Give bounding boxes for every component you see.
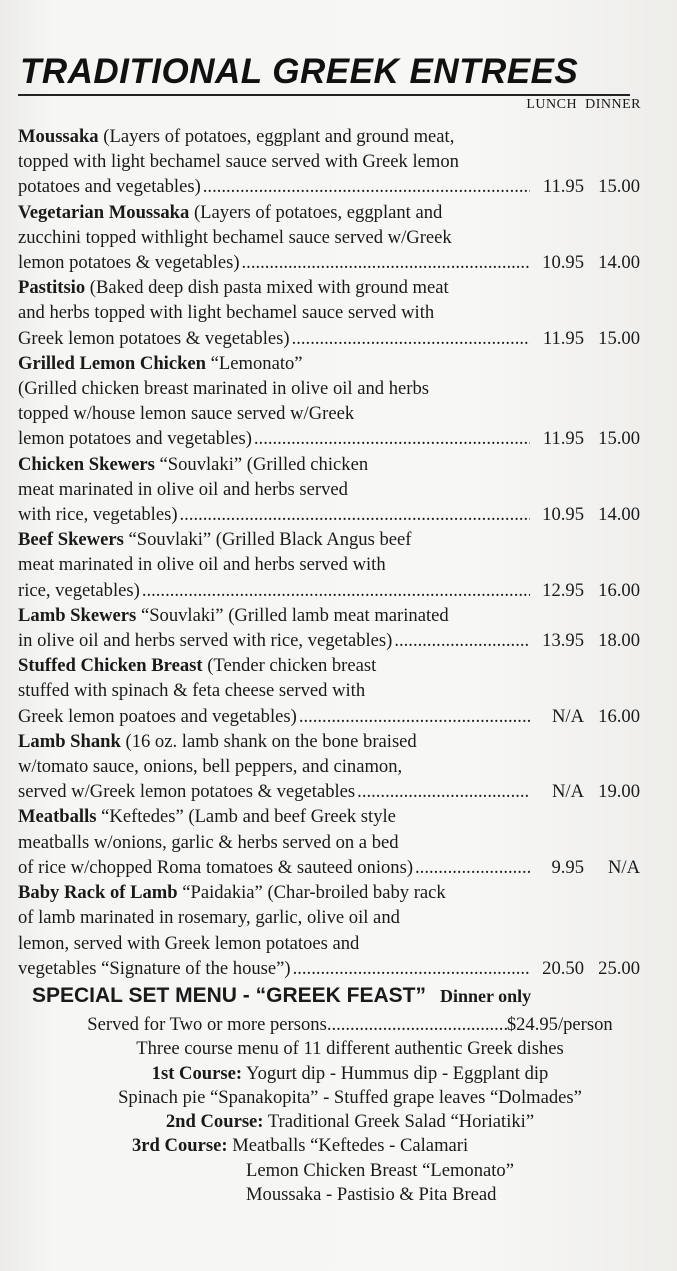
- dinner-price: 19.00: [598, 781, 640, 803]
- item-description: (Grilled chicken breast marinated in olive oil and herbs: [18, 378, 429, 400]
- leader-dots: [415, 855, 530, 880]
- leader-dots: [142, 578, 530, 603]
- lunch-price: 11.95: [542, 176, 584, 198]
- course-items: Spinach pie “Spanakopita” - Stuffed grape leaves “Dolmades”: [118, 1086, 582, 1108]
- menu-item-vegetarian-moussaka: [18, 200, 640, 276]
- special-set-menu: [40, 1013, 660, 1207]
- leader-dots: [242, 250, 530, 275]
- course-items: Meatballs “Keftedes - Calamari: [232, 1135, 469, 1157]
- item-description: and herbs topped with light bechamel sauce served with: [18, 302, 435, 324]
- item-description: (Tender chicken breast: [207, 655, 377, 677]
- item-description: of rice w/chopped Roma tomatoes & sauteed onions): [18, 856, 414, 878]
- menu-item-moussaka: [18, 124, 640, 200]
- lunch-price: 10.95: [542, 504, 584, 526]
- item-description: potatoes and vegetables): [18, 176, 201, 198]
- item-description: lemon potatoes & vegetables): [18, 252, 240, 274]
- dinner-price: 14.00: [598, 252, 640, 274]
- item-description: “Keftedes” (Lamb and beef Greek style: [101, 806, 396, 828]
- leader-dots: [327, 1013, 507, 1037]
- lunch-price: 9.95: [551, 856, 584, 878]
- item-name: Stuffed Chicken Breast: [18, 655, 203, 677]
- item-name: Lamb Skewers: [18, 604, 137, 626]
- menu-item-stuffed-chicken-breast: [18, 653, 640, 729]
- item-description: “Paidakia” (Char-broiled baby rack: [182, 882, 446, 904]
- menu-item-chicken-skewers: [18, 452, 640, 528]
- special-price: $24.95/person: [506, 1014, 613, 1035]
- item-name: Vegetarian Moussaka: [18, 201, 190, 223]
- item-description: “Souvlaki” (Grilled chicken: [159, 453, 369, 475]
- menu-item-beef-skewers: [18, 527, 640, 603]
- item-description: (16 oz. lamb shank on the bone braised: [125, 730, 417, 752]
- leader-dots: [292, 326, 530, 351]
- item-description: in olive oil and herbs served with rice, vegetables): [18, 630, 393, 652]
- course-items: Moussaka - Pastisio & Pita Bread: [246, 1184, 497, 1206]
- item-description: “Souvlaki” (Grilled lamb meat marinated: [140, 604, 449, 626]
- item-description: (Layers of potatoes, eggplant and ground meat,: [103, 126, 455, 147]
- item-description: lemon, served with Greek lemon potatoes and: [18, 932, 360, 954]
- item-description: “Lemonato”: [210, 352, 303, 374]
- dinner-price: 16.00: [598, 705, 640, 727]
- column-headers: [526, 97, 641, 113]
- dinner-price: 15.00: [598, 176, 640, 198]
- leader-dots: [180, 502, 530, 527]
- special-availability: Dinner only: [440, 986, 532, 1006]
- dinner-price: 16.00: [598, 579, 640, 601]
- course-label: 2nd Course:: [165, 1111, 264, 1133]
- lunch-price: 10.95: [542, 252, 584, 274]
- menu-item-lamb-shank: [18, 729, 640, 805]
- lunch-header: LUNCH: [526, 97, 578, 112]
- menu-item-lamb-skewers: [18, 603, 640, 653]
- item-description: of lamb marinated in rosemary, garlic, olive oil and: [18, 907, 400, 929]
- leader-dots: [203, 174, 530, 199]
- lunch-price: 13.95: [542, 630, 584, 652]
- leader-dots: [299, 704, 530, 729]
- item-description: w/tomato sauce, onions, bell peppers, and cinamon,: [18, 756, 403, 778]
- dinner-header: DINNER: [585, 97, 641, 112]
- dinner-price: 15.00: [598, 327, 640, 349]
- dinner-price: 15.00: [598, 428, 640, 450]
- entree-list: [18, 124, 640, 981]
- menu-item-baby-rack-of-lamb: [18, 880, 640, 981]
- item-description: topped w/house lemon sauce served w/Greek: [18, 403, 355, 425]
- item-name: Moussaka: [18, 126, 99, 147]
- item-name: Beef Skewers: [18, 529, 124, 551]
- item-description: topped with light bechamel sauce served with Greek lemon: [18, 151, 459, 173]
- lunch-price: 11.95: [542, 428, 584, 450]
- course-items: Yogurt dip - Hummus dip - Eggplant dip: [246, 1062, 549, 1084]
- item-description: meatballs w/onions, garlic & herbs served on a bed: [18, 831, 399, 853]
- course-label: 3rd Course:: [132, 1135, 228, 1157]
- item-description: rice, vegetables): [18, 579, 140, 601]
- special-description: Three course menu of 11 different authentic Greek dishes: [136, 1038, 564, 1060]
- item-name: Meatballs: [18, 806, 97, 828]
- item-name: Grilled Lemon Chicken: [18, 352, 207, 374]
- leader-dots: [293, 956, 530, 981]
- item-name: Chicken Skewers: [18, 453, 155, 475]
- course-label: 1st Course:: [151, 1062, 243, 1084]
- item-description: “Souvlaki” (Grilled Black Angus beef: [128, 529, 412, 551]
- lunch-price: 20.50: [542, 957, 584, 979]
- item-description: meat marinated in olive oil and herbs served: [18, 478, 348, 500]
- dinner-price: 14.00: [598, 504, 640, 526]
- special-set-menu-title: [32, 984, 652, 1008]
- item-description: stuffed with spinach & feta cheese served with: [18, 680, 366, 702]
- item-description: (Layers of potatoes, eggplant and: [193, 201, 443, 223]
- item-description: Greek lemon potatoes & vegetables): [18, 327, 290, 349]
- item-description: vegetables “Signature of the house”): [18, 957, 291, 979]
- item-description: with rice, vegetables): [18, 504, 178, 526]
- course-items: Lemon Chicken Breast “Lemonato”: [246, 1159, 514, 1181]
- course-items: Traditional Greek Salad “Horiatiki”: [267, 1111, 535, 1133]
- menu-item-pastitsio: [18, 275, 640, 351]
- menu-item-grilled-lemon-chicken: [18, 351, 640, 452]
- item-description: Greek lemon poatoes and vegetables): [18, 705, 297, 727]
- item-description: (Baked deep dish pasta mixed with ground meat: [89, 277, 449, 299]
- lunch-price: 11.95: [542, 327, 584, 349]
- item-description: zucchini topped withlight bechamel sauce served w/Greek: [18, 226, 452, 248]
- dinner-price: 18.00: [598, 630, 640, 652]
- page-title: TRADITIONAL GREEK ENTREES: [20, 52, 579, 91]
- leader-dots: [254, 426, 530, 451]
- lunch-price: 12.95: [542, 579, 584, 601]
- item-description: lemon potatoes and vegetables): [18, 428, 252, 450]
- item-name: Lamb Shank: [18, 730, 121, 752]
- lunch-price: N/A: [551, 705, 584, 727]
- item-name: Baby Rack of Lamb: [18, 882, 178, 904]
- lunch-price: N/A: [551, 781, 584, 803]
- dinner-price: N/A: [607, 856, 640, 878]
- leader-dots: [357, 779, 530, 804]
- menu-item-meatballs: [18, 804, 640, 880]
- special-serving: Served for Two or more persons: [87, 1014, 327, 1035]
- special-heading: SPECIAL SET MENU - “GREEK FEAST”: [32, 984, 426, 1007]
- item-description: meat marinated in olive oil and herbs served with: [18, 554, 386, 576]
- leader-dots: [394, 628, 530, 653]
- item-description: served w/Greek lemon potatoes & vegetables: [18, 781, 356, 803]
- dinner-price: 25.00: [598, 957, 640, 979]
- title-underline: [18, 94, 630, 96]
- item-name: Pastitsio: [18, 277, 86, 299]
